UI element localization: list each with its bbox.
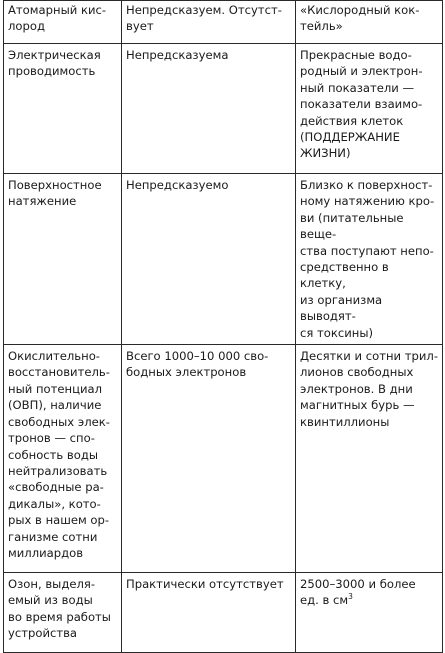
table-row	[4, 345, 443, 573]
cell-text: Близко к поверхност- ному натяжению кро- ви (питательные веще- ства поступают непо- средственно в клетку, из организма выводят- ся токсины)	[300, 178, 435, 340]
table-cell	[4, 44, 122, 174]
table-cell	[296, 573, 443, 653]
table-row	[4, 44, 443, 174]
cell-text: Атомарный кис- лород	[8, 3, 107, 34]
cell-text: Непредсказуемо	[126, 178, 229, 192]
table-cell	[296, 174, 443, 345]
cell-text: Озон, выделя- емый из воды во время работы устройства	[8, 577, 111, 641]
table-row	[4, 174, 443, 345]
cell-text: Электрическая проводимость	[8, 48, 101, 79]
cell-text: Прекрасные водо- родный и электрон- ный показатели — показатели взаимо- действия клеток (ПОДДЕРЖАНИЕ ЖИЗНИ)	[300, 48, 423, 161]
cell-text: «Кислородный кок- тейль»	[300, 3, 420, 34]
table-cell	[4, 1, 122, 44]
cubic-superscript: 3	[348, 592, 353, 602]
ozone-value-text: 2500–3000 и более ед. в см	[300, 577, 416, 608]
table-cell	[4, 573, 122, 653]
cell-text: Практически отсутствует	[126, 577, 284, 592]
table-cell	[122, 573, 296, 653]
comparison-table	[3, 0, 443, 653]
cell-text: Непредсказуема	[126, 48, 229, 62]
table-cell	[4, 345, 122, 573]
table-cell	[296, 1, 443, 44]
cell-text: Непредсказуем. Отсутст- вует	[126, 3, 282, 34]
table-cell	[122, 1, 296, 44]
cell-text: Поверхностное натяжение	[8, 178, 102, 209]
table-row	[4, 1, 443, 44]
table-cell	[296, 44, 443, 174]
table-cell	[4, 174, 122, 345]
cell-text: Десятки и сотни трил- лионов свободных электронов. В дни магнитных бурь — квинтиллионы	[300, 349, 438, 429]
table-row	[4, 573, 443, 653]
table-cell	[122, 174, 296, 345]
cell-text: Всего 1000–10 000 сво- бодных электронов	[126, 349, 269, 380]
table-cell	[296, 345, 443, 573]
cell-text: Окислительно- восстановитель- ный потенциал (ОВП), наличие свободных элек- тронов — спо- собность воды нейтрализовать «свободные ра- дикалы», кото- рых в нашем ор- ганизме сотни миллиардов	[8, 349, 110, 560]
cell-text	[300, 576, 438, 609]
table-cell	[122, 345, 296, 573]
table-cell	[122, 44, 296, 174]
